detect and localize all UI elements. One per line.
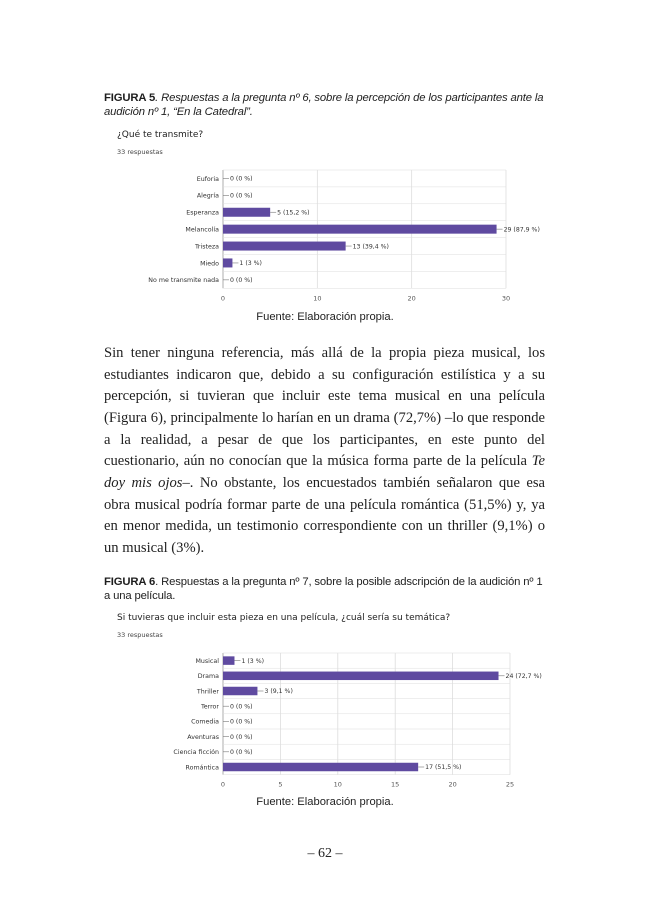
data-label: 0 (0 %) <box>230 733 253 741</box>
chart-2 <box>0 648 650 788</box>
x-tick-label: 0 <box>220 780 226 789</box>
category-label: No me transmite nada <box>148 277 219 285</box>
x-tick-label: 20 <box>407 294 416 303</box>
bar <box>223 258 232 267</box>
chart-2-title: Si tuvieras que incluir esta pieza en una película, ¿cuál sería su temática? <box>117 613 451 623</box>
bar <box>223 242 346 251</box>
data-label: 5 (15,2 %) <box>277 209 310 217</box>
figure-5-source: Fuente: Elaboración propia. <box>256 311 394 323</box>
figure-5-caption <box>104 91 549 119</box>
category-label: Esperanza <box>186 209 219 217</box>
figure-6-caption <box>104 575 549 603</box>
data-label: 17 (51,5 %) <box>425 764 462 772</box>
bar <box>223 225 497 234</box>
page-number: – 62 – <box>307 846 343 861</box>
body-text-part-1: Sin tener ninguna referencia, más allá de la propia pieza musical, los estudiantes indicaron que, debido a su configuración estilística y a su percepción, si tuvieran que incluir este tema musical en una película (Figura 6), principalmente lo harían en un drama (72,7%) –lo que responde a la realidad, a pesar de que los participantes, en este punto del cuestionario, aún no conocían que la música forma parte de la película <box>104 345 545 470</box>
data-label: 29 (87,9 %) <box>503 226 540 234</box>
category-label: Thriller <box>196 688 219 696</box>
chart-2-response-count: 33 respuestas <box>117 631 163 639</box>
figure-5-label: FIGURA 5 <box>104 92 156 104</box>
data-label: 0 (0 %) <box>230 749 253 756</box>
x-tick-label: 10 <box>313 294 322 303</box>
body-text-part-2: –. No obstante, los encuestados también señalaron que esa obra musical podría formar parte de una película romántica (51,5%) y, ya en menor medida, un testimonio correspondiente con un thriller (9,1%) o un musical (3%). <box>104 474 545 556</box>
bar <box>223 208 270 217</box>
category-label: Melancolía <box>185 226 219 234</box>
category-label: Tristeza <box>194 243 219 251</box>
x-tick-label: 20 <box>448 780 457 789</box>
bar <box>223 656 234 665</box>
data-label: 0 (0 %) <box>230 703 253 711</box>
data-label: 1 (3 %) <box>239 260 262 268</box>
figure-6-label: FIGURA 6 <box>104 576 156 588</box>
bar <box>223 763 418 772</box>
category-label: Comedia <box>191 718 219 726</box>
body-paragraph <box>104 343 545 560</box>
x-tick-label: 25 <box>505 780 515 789</box>
chart-1-response-count: 33 respuestas <box>117 148 163 156</box>
figure-6-caption-text: . Respuestas a la pregunta nº 7, sobre la posible adscripción de la audición nº 1 a una película. <box>104 576 543 602</box>
category-label: Ciencia ficción <box>173 749 219 757</box>
figure-6-source: Fuente: Elaboración propia. <box>256 796 394 808</box>
data-label: 24 (72,7 %) <box>505 673 542 680</box>
chart-1 <box>0 165 650 305</box>
chart-1-title: ¿Qué te transmite? <box>117 130 204 140</box>
category-label: Romántica <box>185 764 219 772</box>
data-label: 1 (3 %) <box>241 657 264 665</box>
category-label: Aventuras <box>187 733 219 741</box>
film-title: Te doy mis ojos <box>104 453 545 491</box>
category-label: Terror <box>200 703 219 711</box>
data-label: 0 (0 %) <box>230 277 253 285</box>
x-tick-label: 5 <box>278 780 283 789</box>
x-tick-label: 15 <box>391 780 400 789</box>
data-label: 13 (39,4 %) <box>352 243 389 251</box>
data-label: 3 (9,1 %) <box>264 688 293 696</box>
category-label: Euforia <box>196 175 219 183</box>
data-label: 0 (0 %) <box>230 175 253 183</box>
x-tick-label: 0 <box>220 294 226 303</box>
category-label: Musical <box>195 657 219 665</box>
category-label: Miedo <box>200 260 219 268</box>
data-label: 0 (0 %) <box>230 718 253 726</box>
x-tick-label: 30 <box>501 294 511 303</box>
figure-5-caption-text: . Respuestas a la pregunta nº 6, sobre la percepción de los participantes ante la audición nº 1, “En la Catedral”. <box>104 92 544 118</box>
category-label: Alegría <box>196 192 219 200</box>
category-label: Drama <box>197 673 219 681</box>
data-label: 0 (0 %) <box>230 192 253 200</box>
bar <box>223 672 499 681</box>
bar <box>223 687 257 696</box>
x-tick-label: 10 <box>333 780 342 789</box>
